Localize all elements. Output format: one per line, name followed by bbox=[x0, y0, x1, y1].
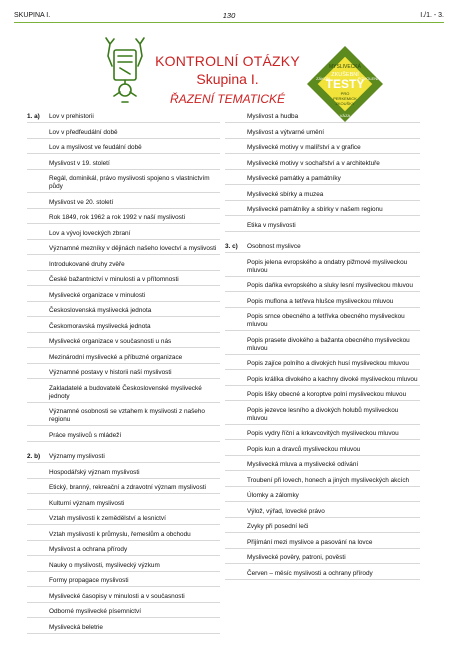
section-gap bbox=[27, 639, 220, 645]
question-item bbox=[27, 214, 220, 224]
question-item bbox=[27, 129, 220, 139]
question-text: Hospodářský význam myslivosti bbox=[49, 468, 140, 476]
title-line-3: ŘAZENÍ TEMATICKÉ bbox=[169, 92, 286, 106]
title-line-1: KONTROLNÍ OTÁZKY bbox=[155, 53, 300, 69]
question-item bbox=[225, 113, 420, 123]
question-text: Vztah myslivosti k zemědělství a lesnictví bbox=[49, 515, 166, 522]
tests-badge-icon bbox=[305, 44, 385, 124]
question-item bbox=[27, 624, 220, 634]
question-text: Myslivecké organizace v současnosti u nás bbox=[49, 338, 172, 345]
question-item bbox=[225, 259, 420, 277]
question-text: Myslivost a hudba bbox=[247, 113, 299, 120]
question-text: Myslivost a výtvarné umění bbox=[247, 128, 325, 136]
question-item bbox=[27, 562, 220, 572]
question-item bbox=[225, 430, 420, 440]
question-text: Myslivecké časopisy v minulosti a v současnosti bbox=[49, 592, 185, 600]
question-item bbox=[27, 453, 220, 463]
question-item bbox=[225, 313, 420, 331]
question-item bbox=[225, 243, 420, 253]
question-item bbox=[225, 376, 420, 386]
question-item bbox=[27, 515, 220, 525]
question-text: Myslivost a ochrana přírody bbox=[49, 546, 128, 553]
question-section bbox=[27, 113, 220, 442]
question-text: Popis kun a dravců mysliveckou mluvou bbox=[247, 445, 361, 453]
question-item bbox=[27, 292, 220, 302]
question-text: Myslivecké pověry, patroni, pověsti bbox=[247, 554, 346, 561]
question-text: Popis muflona a tetřeva hlušce mysliveckou mluvou bbox=[247, 297, 394, 305]
question-item bbox=[27, 369, 220, 379]
question-text: Popis jelena evropského a ondatry pižmové mysliveckou mluvou bbox=[247, 258, 408, 274]
question-text: Popis srnce obecného a tetřívka obecného mysliveckou mluvou bbox=[247, 313, 405, 328]
question-item bbox=[27, 245, 220, 255]
question-item bbox=[225, 298, 420, 308]
question-text: Významy myslivosti bbox=[49, 453, 105, 460]
section-number: 2. b) bbox=[27, 453, 41, 460]
question-text: Popis králíka divokého a kachny divoké mysliveckou mluvou bbox=[247, 375, 418, 383]
question-text: Lov v předfeudální době bbox=[49, 128, 118, 136]
question-text: Troubení při lovech, honech a jiných mysliveckých akcích bbox=[247, 476, 410, 484]
title-line-2: Skupina I. bbox=[196, 71, 259, 87]
question-item bbox=[225, 461, 420, 471]
question-item bbox=[225, 446, 420, 456]
question-item bbox=[27, 608, 220, 618]
question-section bbox=[225, 113, 420, 232]
question-item bbox=[225, 282, 420, 292]
question-item bbox=[225, 508, 420, 518]
badge-mid: PERKEMICK bbox=[333, 96, 357, 101]
header-range: I./1. - 3. bbox=[420, 12, 444, 19]
question-text: Popis jezevce lesního a divokých holubů mysliveckou mluvou bbox=[247, 406, 399, 422]
question-item bbox=[27, 577, 220, 587]
question-text: Myslivecká beletrie bbox=[49, 623, 103, 631]
question-item bbox=[27, 531, 220, 541]
question-item bbox=[27, 199, 220, 209]
question-text: Zakladatelé a budovatelé Československé myslivecké jednoty bbox=[49, 384, 202, 400]
badge-word: TESTY bbox=[325, 77, 365, 91]
question-text: Etika v myslivosti bbox=[247, 221, 296, 229]
section-number: 1. a) bbox=[27, 113, 40, 120]
header-divider bbox=[14, 22, 444, 23]
badge-top-text: MYSLIVECKÁ bbox=[329, 64, 361, 70]
question-text: Myslivecké motivy v malířství a v grafice bbox=[247, 144, 361, 151]
question-item bbox=[27, 484, 220, 494]
question-item bbox=[225, 144, 420, 154]
question-item bbox=[225, 337, 420, 355]
question-section bbox=[225, 243, 420, 580]
question-text: Myslivecké organizace v minulosti bbox=[49, 291, 146, 299]
question-item bbox=[225, 191, 420, 201]
question-text: Myslivost v 19. století bbox=[49, 159, 110, 167]
question-item bbox=[27, 432, 220, 442]
page-number: 130 bbox=[222, 11, 236, 20]
question-text: Nauky o myslivosti, myslivecký výzkum bbox=[49, 561, 160, 569]
question-item bbox=[225, 391, 420, 401]
question-item bbox=[27, 593, 220, 603]
badge-sub2: ZKOUŠKY bbox=[335, 101, 355, 106]
question-text: Myslivecké motivy v sochařství a v architektuře bbox=[247, 159, 380, 167]
question-item bbox=[27, 500, 220, 510]
question-text: Myslivecké sbírky a muzea bbox=[247, 190, 324, 198]
question-text: Osobnost myslivce bbox=[247, 243, 301, 250]
question-text: Červen – měsíc myslivosti a ochrany přírody bbox=[247, 569, 373, 577]
question-item bbox=[225, 129, 420, 139]
question-text: Práce myslivců s mládeží bbox=[49, 431, 122, 439]
question-item bbox=[27, 385, 220, 403]
right-column bbox=[225, 113, 420, 591]
section-gap bbox=[225, 585, 420, 591]
question-item bbox=[27, 261, 220, 271]
question-text: Myslivost ve 20. století bbox=[49, 198, 114, 206]
question-item bbox=[225, 492, 420, 502]
badge-foot: VÁZA bbox=[339, 113, 351, 118]
page-title bbox=[145, 53, 310, 106]
question-text: Přijímání mezi myslivce a pasování na lovce bbox=[247, 538, 373, 546]
badge-side-left: ZÁKON bbox=[316, 76, 330, 81]
question-text: Výlož, výřad, lovecké právo bbox=[247, 507, 325, 515]
question-text: Zvyky při posední leči bbox=[247, 523, 309, 530]
question-item bbox=[225, 222, 420, 232]
question-text: Mezinárodní myslivecké a příbuzné organizace bbox=[49, 353, 183, 361]
question-item bbox=[27, 323, 220, 333]
question-item bbox=[225, 570, 420, 580]
question-item bbox=[225, 407, 420, 425]
question-text: Československá myslivecká jednota bbox=[49, 307, 152, 314]
question-text: Kulturní význam myslivosti bbox=[49, 499, 125, 507]
question-item bbox=[27, 175, 220, 193]
question-text: Lov a vývoj loveckých zbraní bbox=[49, 229, 131, 237]
badge-side-right: POVOLENÍ bbox=[357, 76, 379, 81]
question-text: Odborné myslivecké písemnictví bbox=[49, 608, 141, 615]
badge-sub1: PRO bbox=[340, 91, 350, 96]
header-group: SKUPINA I. bbox=[14, 12, 51, 19]
question-text: Významné mezníky v dějinách našeho lovectví a myslivosti bbox=[49, 245, 217, 252]
question-text: Formy propagace myslivosti bbox=[49, 577, 129, 584]
question-text: Rok 1849, rok 1962 a rok 1992 v naší myslivosti bbox=[49, 214, 186, 221]
question-text: Vztah myslivosti k průmyslu, řemeslům a obchodu bbox=[49, 530, 191, 538]
question-text: Popis prasete divokého a bažanta obecného mysliveckou mluvou bbox=[247, 336, 410, 352]
question-text: Popis daňka evropského a sluky lesní mysliveckou mluvou bbox=[247, 282, 413, 289]
section-number: 3. c) bbox=[225, 243, 238, 250]
question-item bbox=[225, 554, 420, 564]
badge-bottom-text: ZKUŠEBNÍ bbox=[331, 72, 359, 78]
question-section bbox=[27, 453, 220, 634]
question-text: Etický, branný, rekreační a zdravotní význam myslivosti bbox=[49, 484, 206, 491]
question-text: Úlomky a zálomky bbox=[247, 492, 299, 499]
question-item bbox=[27, 276, 220, 286]
question-item bbox=[225, 160, 420, 170]
question-text: Popis lišky obecné a koroptve polní mysliveckou mluvou bbox=[247, 391, 407, 398]
hunting-emblem-icon bbox=[100, 36, 150, 106]
question-item bbox=[225, 539, 420, 549]
question-item bbox=[225, 477, 420, 487]
question-item bbox=[27, 469, 220, 479]
question-text: Popis zajíce polního a divokých husí mysliveckou mluvou bbox=[247, 360, 409, 367]
question-item bbox=[27, 160, 220, 170]
question-text: Introdukované druhy zvěře bbox=[49, 260, 125, 268]
question-text: České bažantnictví v minulosti a v přítomnosti bbox=[49, 276, 179, 283]
left-column bbox=[27, 113, 220, 645]
question-text: Významné osobnosti se vztahem k myslivosti z našeho regionu bbox=[49, 408, 205, 423]
question-item bbox=[27, 408, 220, 426]
question-item bbox=[27, 113, 220, 123]
question-item bbox=[27, 230, 220, 240]
question-text: Myslivecké památky a památníky bbox=[247, 175, 341, 182]
question-text: Lov v prehistorii bbox=[49, 113, 94, 120]
question-text: Českomoravská myslivecká jednota bbox=[49, 322, 151, 330]
question-item bbox=[27, 546, 220, 556]
question-text: Významné postavy v historii naší myslivosti bbox=[49, 369, 172, 376]
question-text: Popis vydry říční a krkavcovitých mysliveckou mluvou bbox=[247, 430, 399, 437]
question-item bbox=[27, 307, 220, 317]
question-text: Myslivecká mluva a myslivecké odívání bbox=[247, 461, 359, 468]
question-item bbox=[225, 206, 420, 216]
question-item bbox=[27, 338, 220, 348]
question-item bbox=[225, 175, 420, 185]
question-item bbox=[225, 523, 420, 533]
question-item bbox=[27, 354, 220, 364]
question-item bbox=[225, 360, 420, 370]
question-text: Myslivecké památníky a sbírky v našem regionu bbox=[247, 206, 383, 213]
question-item bbox=[27, 144, 220, 154]
question-text: Regál, dominikál, právo myslivosti spojeno s vlastnictvím půdy bbox=[49, 175, 210, 190]
question-text: Lov a myslivost ve feudální době bbox=[49, 144, 142, 151]
